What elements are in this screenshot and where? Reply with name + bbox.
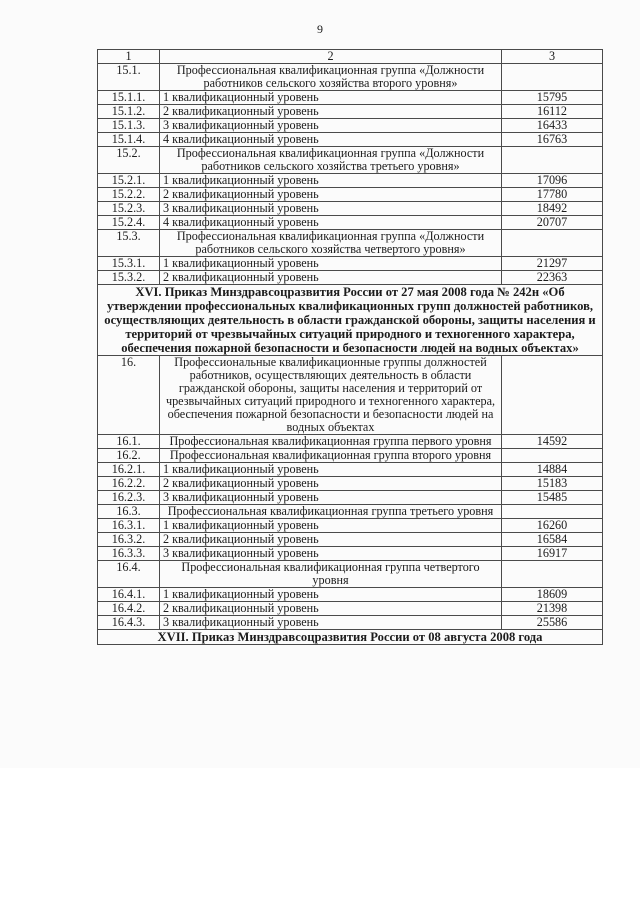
level-name: 1 квалификационный уровень (160, 174, 502, 188)
group-name: Профессиональная квалификационная группа первого уровня (160, 435, 502, 449)
row-number: 16.2.1. (98, 463, 160, 477)
group-name: Профессиональная квалификационная группа «Должности работников сельского хозяйства четвертого уровня» (160, 230, 502, 257)
salary-value: 16260 (502, 519, 603, 533)
row-number: 16.3.1. (98, 519, 160, 533)
table-body (98, 50, 603, 645)
section-title-row (98, 630, 603, 645)
group-name: Профессиональная квалификационная группа «Должности работников сельского хозяйства третьего уровня» (160, 147, 502, 174)
group-row (98, 449, 603, 463)
salary-value: 20707 (502, 216, 603, 230)
row-number: 16.4.3. (98, 616, 160, 630)
table-row (98, 547, 603, 561)
group-row (98, 435, 603, 449)
table-row (98, 105, 603, 119)
table-row (98, 119, 603, 133)
level-name: 4 квалификационный уровень (160, 216, 502, 230)
salary-value (502, 505, 603, 519)
section-title: XVII. Приказ Минздравсоцразвития России от 08 августа 2008 года (98, 630, 603, 645)
blank-area (0, 768, 640, 905)
row-number: 16.2.2. (98, 477, 160, 491)
level-name: 2 квалификационный уровень (160, 105, 502, 119)
level-name: 2 квалификационный уровень (160, 602, 502, 616)
salary-value (502, 561, 603, 588)
salary-value (502, 449, 603, 463)
row-number: 16.1. (98, 435, 160, 449)
level-name: 3 квалификационный уровень (160, 616, 502, 630)
level-name: 3 квалификационный уровень (160, 547, 502, 561)
group-row (98, 64, 603, 91)
row-number: 15.2.3. (98, 202, 160, 216)
level-name: 1 квалификационный уровень (160, 588, 502, 602)
table-row (98, 91, 603, 105)
salary-value: 18492 (502, 202, 603, 216)
table-row (98, 519, 603, 533)
row-number: 16.4.2. (98, 602, 160, 616)
table-row (98, 463, 603, 477)
table-row (98, 616, 603, 630)
row-number: 16.2. (98, 449, 160, 463)
level-name: 1 квалификационный уровень (160, 519, 502, 533)
table-row (98, 533, 603, 547)
header-cell-2: 2 (160, 50, 502, 64)
row-number: 15.1.2. (98, 105, 160, 119)
section-title-row (98, 285, 603, 356)
level-name: 1 квалификационный уровень (160, 91, 502, 105)
level-name: 3 квалификационный уровень (160, 491, 502, 505)
row-number: 15.3.2. (98, 271, 160, 285)
group-row (98, 147, 603, 174)
table-row (98, 491, 603, 505)
salary-value: 15485 (502, 491, 603, 505)
salary-table (97, 49, 603, 645)
table-row (98, 257, 603, 271)
section-title: XVI. Приказ Минздравсоцразвития России от 27 мая 2008 года № 242н «Об утверждении профессиональных квалификационных групп должностей работников, осуществляющих деятельность в области гражданской обороны, защиты населения и территорий от чрезвычайных ситуаций природного и техногенного характера, обеспечения пожарной безопасности и безопасности людей на водных объектах» (98, 285, 603, 356)
header-cell-1: 1 (98, 50, 160, 64)
table-row (98, 602, 603, 616)
salary-value: 16584 (502, 533, 603, 547)
row-number: 15.1. (98, 64, 160, 91)
row-number: 15.2. (98, 147, 160, 174)
header-cell-3: 3 (502, 50, 603, 64)
level-name: 2 квалификационный уровень (160, 477, 502, 491)
row-number: 15.2.1. (98, 174, 160, 188)
table-row (98, 588, 603, 602)
group-name: Профессиональные квалификационные группы должностей работников, осуществляющих деятельность в области гражданской обороны, защиты населения и территорий от чрезвычайных ситуаций природного и техногенного характера, обеспечения пожарной безопасности и безопасности людей на водных объектах (160, 356, 502, 435)
row-number: 16.3.2. (98, 533, 160, 547)
salary-value: 17780 (502, 188, 603, 202)
level-name: 3 квалификационный уровень (160, 202, 502, 216)
group-name: Профессиональная квалификационная группа третьего уровня (160, 505, 502, 519)
table-row (98, 271, 603, 285)
salary-value: 18609 (502, 588, 603, 602)
row-number: 16.3. (98, 505, 160, 519)
salary-value: 16917 (502, 547, 603, 561)
table-row (98, 202, 603, 216)
row-number: 15.1.3. (98, 119, 160, 133)
row-number: 16.3.3. (98, 547, 160, 561)
table-row (98, 188, 603, 202)
salary-value: 16112 (502, 105, 603, 119)
row-number: 15.2.2. (98, 188, 160, 202)
table-row (98, 477, 603, 491)
row-number: 15.1.1. (98, 91, 160, 105)
group-row (98, 230, 603, 257)
salary-value: 22363 (502, 271, 603, 285)
table-row (98, 216, 603, 230)
level-name: 1 квалификационный уровень (160, 463, 502, 477)
salary-value: 14884 (502, 463, 603, 477)
table-row (98, 133, 603, 147)
salary-value: 16763 (502, 133, 603, 147)
salary-value: 14592 (502, 435, 603, 449)
salary-value (502, 356, 603, 435)
table-header-row (98, 50, 603, 64)
group-row (98, 356, 603, 435)
salary-value: 16433 (502, 119, 603, 133)
group-name: Профессиональная квалификационная группа второго уровня (160, 449, 502, 463)
row-number: 15.1.4. (98, 133, 160, 147)
group-name: Профессиональная квалификационная группа «Должности работников сельского хозяйства второго уровня» (160, 64, 502, 91)
row-number: 15.3.1. (98, 257, 160, 271)
group-row (98, 561, 603, 588)
level-name: 2 квалификационный уровень (160, 533, 502, 547)
level-name: 2 квалификационный уровень (160, 271, 502, 285)
row-number: 15.2.4. (98, 216, 160, 230)
page-number: 9 (317, 22, 323, 36)
row-number: 16.2.3. (98, 491, 160, 505)
table-row (98, 174, 603, 188)
level-name: 4 квалификационный уровень (160, 133, 502, 147)
row-number: 16. (98, 356, 160, 435)
level-name: 1 квалификационный уровень (160, 257, 502, 271)
level-name: 2 квалификационный уровень (160, 188, 502, 202)
group-row (98, 505, 603, 519)
salary-value: 15183 (502, 477, 603, 491)
salary-value (502, 230, 603, 257)
row-number: 15.3. (98, 230, 160, 257)
salary-value: 21297 (502, 257, 603, 271)
salary-value: 17096 (502, 174, 603, 188)
salary-value: 25586 (502, 616, 603, 630)
level-name: 3 квалификационный уровень (160, 119, 502, 133)
salary-value (502, 64, 603, 91)
row-number: 16.4.1. (98, 588, 160, 602)
row-number: 16.4. (98, 561, 160, 588)
group-name: Профессиональная квалификационная группа четвертого уровня (160, 561, 502, 588)
salary-value: 21398 (502, 602, 603, 616)
salary-value (502, 147, 603, 174)
salary-value: 15795 (502, 91, 603, 105)
